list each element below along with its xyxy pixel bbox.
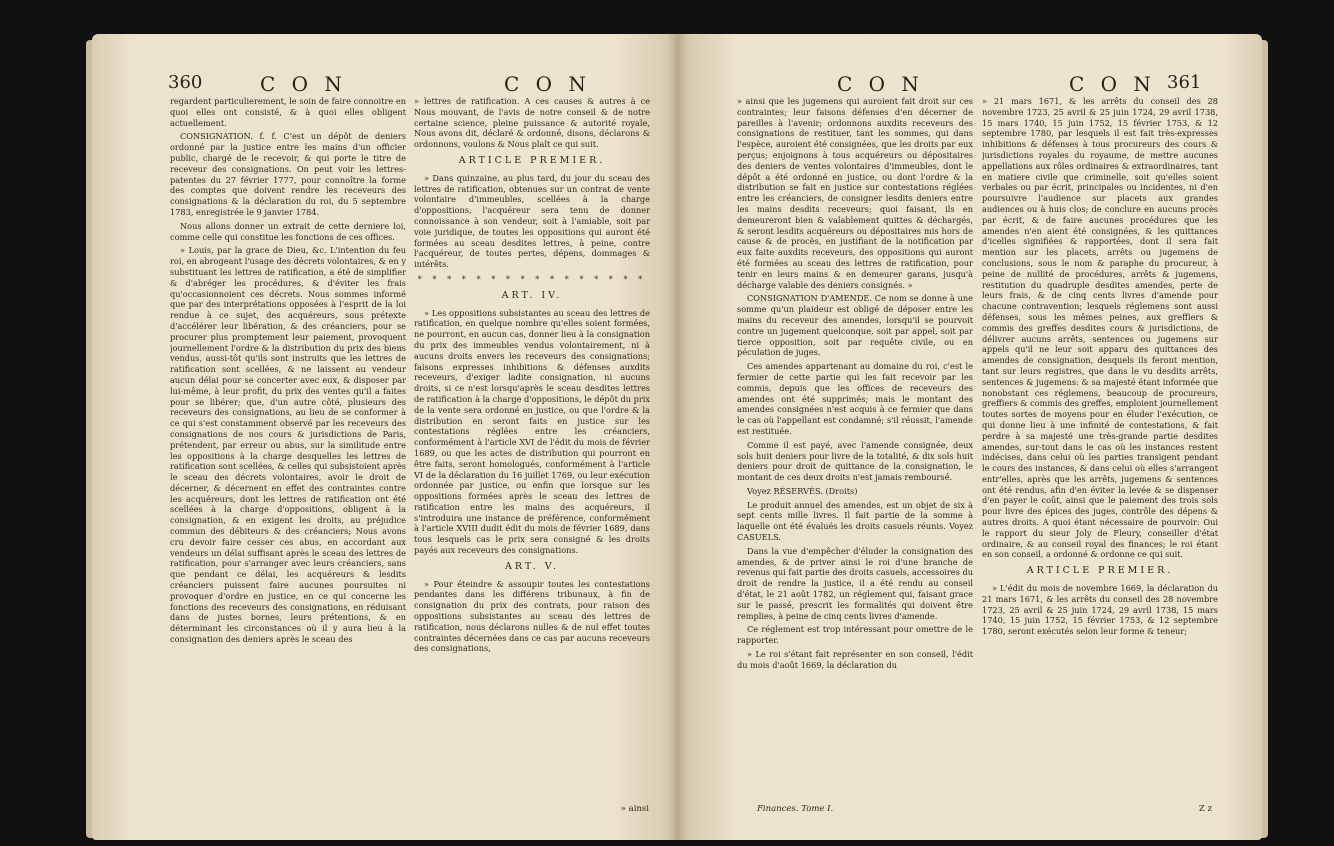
declaration-text: » Louis, par la grace de Dieu, &c. L'intention du feu roi, en abrogeant l'usage des décrets volontaires, & en y substituant les lettres de ratification, a été de simplifier & d'abréger les procédures, & d'éviter les frais qu'occasionnoient ces décrets. Nous sommes informé que par des interprétations opposées à l'esprit de la loi rendue à ce sujet, des acquéreurs, sous prétexte d'accélérer leur libération, & des créanciers, pour se procurer plus promptement leur paiement, provoquent journellement l'ordre & la distribution du prix des biens vendus, aussi-tôt qu'ils sont instruits que les lettres de ratification sont scellées, & ne laissent au vendeur aucun délai pour se concerter avec eux, & disposer par lui-même, à leur profit, du prix des ventes qu'il a faites pour se libérer; que, d'un autre côté, plusieurs des receveurs des consignations, au lieu de se conformer à ce qui s'est constamment observé par les receveurs des consignations de nos cours & jurisdictions de Paris, prétendent, par erreur ou abus, sur la similitude entre les oppositions à la charge desquelles les lettres de ratification sont scellées, & celles qui subsistoient après le sceau des décrets volontaires, avoir le droit de décerner, & décernent en effet des contraintes contre les acquéreurs, dont les lettres de ratification ont été scellées à la charge d'oppositions, obligent à la consignation, & en exigent les droits, au préjudice commun des débiteurs & des créanciers; Nous avons cru devoir faire cesser ces abus, en accordant aux vendeurs un délai suffisant après le sceau des lettres de ratification, pour s'arranger avec leurs créanciers, sans que pendant ce délai, les acquéreurs & lesdits créanciers puissent faire aucunes poursuites ni provoquer d'ordre en justice, en ce qui concerne les fonctions des receveurs des consignations, en réduisant dans de justes bornes, leurs prétentions, & en déterminant les circonstances où il y aura lieu à la consignation des deniers après le sceau des <box>170 245 406 645</box>
right-page <box>677 34 1262 840</box>
catchword: » ainsi <box>620 804 649 814</box>
article-text: » L'édit du mois de novembre 1669, la déclaration du 21 mars 1671, & les arrêts du conseil des 28 novembre 1723, 25 avril & 25 juin 1724, 29 avril 1738, 15 mars 1740, 15 juin 1752, 15 février 1753, & 12 septembre 1780, seront exécutés selon leur forme & teneur; <box>982 583 1218 637</box>
article-heading: ART. IV. <box>501 289 563 301</box>
paragraph: » 21 mars 1671, & les arrêts du conseil des 28 novembre 1723, 25 avril & 25 juin 1724, 29 avril 1738, 15 mars 1740, 15 juin 1752, 15 février 1753, & 12 septembre 1780, par lesquels il est fait très-expresses inhibitions & défenses à tous procureurs des cours & jurisdictions royales du royaume, de mettre aucunes appellations aux rôles ordinaires & extraordinaires, tant en matiere civile que criminelle, soit qu'elles soient verbales ou par écrit, principales ou incidentes, ni d'en poursuivre l'audience sur placets aux grandes audiences ou à huis clos; de conclure en aucuns procès par écrit, & de faire aucunes procédures que les amendes n'en aient été consignées, & les quittances d'icelles signifiées & rapportées, dont il sera fait mention sur les placets, arrêts ou jugemens de conclusions, sous le nom & paraphe du procureur, à peine de nullité de procédures, arrêts & jugemens, restitution du quadruple desdites amendes, perte de leurs frais, & de cinq cents livres d'amende pour chacune contravention; lesquels réglemens sont aussi défenses, sous les mêmes peines, aux greffiers & commis des greffes desdites cours & jurisdictions, de délivrer aucuns arrêts, sentences ou jugemens sur appels qu'il ne leur soit apparu des quittances des amendes de consignation, desquels ils feront mention, tant sur leurs registres, que dans le vu desdits arrêts, sentences & jugemens: & sa majesté étant informée que nonobstant ces réglemens, beaucoup de procureurs, greffiers & commis des greffes, emploient journellement toutes sortes de moyens pour en éluder l'exécution, ce qui donne lieu à une infinité de contestations, & fait perdre à sa majesté une très-grande partie desdites amendes, sur-tout dans le cas où les instances restent indécises, dans celui où les parties transigent pendant le cours des instances, & dans celui où elles s'arrangent entr'elles, après que les arrêts, jugemens & sentences ont été rendus, afin d'en éviter la levée & se dispenser d'en payer le coût, ainsi que le paiement des trois sols pour livre des épices des juges, contrôle des dépens & autres droits. A quoi étant nécessaire de pourvoir: Oui le rapport du sieur Joly de Fleury, conseiller d'état ordinaire, & au conseil royal des finances; le roi étant en son conseil, a ordonné & ordonne ce qui suit. <box>982 96 1218 560</box>
paragraph: regardent particulierement, le soin de faire connoitre en quoi elles ont consisté, & à quoi elles obligent actuellement. <box>170 96 406 128</box>
article-heading: ARTICLE PREMIER. <box>1026 565 1174 577</box>
ornament-stars: * * * * * * * * * * * * * * * * <box>417 273 647 284</box>
article-heading: ARTICLE PREMIER. <box>458 154 606 166</box>
page-number-right: 361 <box>1167 72 1202 93</box>
footer-volume: Finances. Tome I. <box>757 804 834 814</box>
entry-consignation: CONSIGNATION. f. f. C'est un dépôt de deniers ordonné par la justice entre les mains d'un officier public, chargé de le recevoir, & qui porte le titre de receveur des consignations. On peut voir les lettres-patentes du 27 février 1777, pour connoître la forme des comptes que doivent rendre les receveurs des consignations & la déclaration du roi, du 5 septembre 1783, enregistrée le 9 janvier 1784. <box>170 131 406 217</box>
left-column-1 <box>170 96 406 796</box>
voyez-reference: Voyez RÉSERVÉS. (Droits) <box>747 485 858 496</box>
article-text: » Pour éteindre & assoupir toutes les contestations pendantes dans les différens tribunaux, à fin de consignation du prix des contrats, pour raison des oppositions subsistantes au sceau des lettres de ratification, nous déclarons nulles & de nul effet toutes contraintes décernées dans ce cas par aucuns receveurs des consignations, <box>414 578 650 654</box>
paragraph: Le produit annuel des amendes, est un objet de six à sept cents mille livres. Il fait partie de la somme à laquelle ont été évalués les droits casuels réunis. Voyez CASUELS. <box>737 499 973 543</box>
paragraph: Ces amendes appartenant au domaine du roi, c'est le fermier de cette partie qui les fait recevoir par les commis, depuis que les offices de receveurs des amendes ont été supprimés; mais le montant des amendes consignées n'est acquis à ce fermier que dans le cas où l'appellant est condamné; s'il réussit, l'amende est restituée. <box>737 361 973 436</box>
left-column-2 <box>414 96 650 796</box>
running-head-right-b: C O N <box>1069 72 1156 96</box>
running-head-left-a: C O N <box>260 72 347 96</box>
right-column-2 <box>982 96 1218 796</box>
signature-mark: Z z <box>1198 804 1212 814</box>
paragraph: » Le roi s'étant fait représenter en son conseil, l'édit du mois d'août 1669, la déclaration du <box>737 649 973 670</box>
paragraph: Dans la vue d'empêcher d'éluder la consignation des amendes, & de priver ainsi le roi d'une branche de revenus qui fait partie des droits casuels, accessoires du droit de rendre la justice, il a été rendu au conseil d'état, le 21 août 1782, un réglement qui, faisant grace sur le passé, prescrit les formalités qui doivent être remplies, à peine de cinq cents livres d'amende. <box>737 545 973 621</box>
paragraph: Ce réglement est trop intéressant pour omettre de le rapporter. <box>737 624 973 646</box>
open-book <box>92 34 1262 840</box>
right-column-1 <box>737 96 973 796</box>
paragraph: Comme il est payé, avec l'amende consignée, deux sols huit deniers pour livre de la totalité, & dix sols huit deniers pour droit de quittance de la consignation, le montant de ces deux droits n'est jamais remboursé. <box>737 439 973 483</box>
entry-consignation-amende: CONSIGNATION D'AMENDE. Ce nom se donne à une somme qu'un plaideur est obligé de déposer entre les mains du receveur des amendes, lorsqu'il se pourvoit contre un jugement quelconque, soit par appel, soit par tierce opposition, soit par requête civile, ou en péculation de juges. <box>737 293 973 358</box>
paragraph: » ainsi que les jugemens qui auroient fait droit sur ces contraintes; leur faisons défenses d'en décerner de pareilles à l'avenir; ordonnons auxdits receveurs des consignations de restituer, tant les sommes, qui dans l'espèce, auroient été consignées, que les droits par eux perçus; enjoignons à tous acquéreurs ou dépositaires des deniers de ventes volontaires d'immeubles, dont le dépôt a été ordonné en justice, ou dont l'ordre & la distribution se fait en justice sur contestations réglées entre les créanciers, de consigner lesdits deniers entre les mains desdits receveurs; quoi faisant, ils en demeureront bien & valablement quittes & déchargés, & seront lesdits acquéreurs ou dépositaires mis hors de cause & de procès, en justifiant de la notification par eux faite auxdits receveurs, des oppositions qui auront été formées au sceau des lettres de ratification, pour tenir en leurs mains & en demeurer garans, jusqu'à décharge valable des deniers consignés. » <box>737 96 973 290</box>
paragraph: Nous allons donner un extrait de cette derniere loi, comme celle qui constitue les fonctions de ces offices. <box>170 220 406 242</box>
article-heading: ART. V. <box>504 560 560 572</box>
left-page <box>92 34 677 840</box>
page-number-left: 360 <box>168 72 203 93</box>
running-head-right-a: C O N <box>837 72 924 96</box>
paragraph: » lettres de ratification. A ces causes & autres à ce Nous mouvant, de l'avis de notre conseil & de notre certaine science, pleine puissance & autorité royale, Nous avons dit, déclaré & ordonné, disons, déclarons & ordonnons, voulons & Nous plaît ce qui suit. <box>414 96 650 150</box>
article-text: » Les oppositions subsistantes au sceau des lettres de ratification, en quelque nombre qu'elles soient formées, ne pourront, en aucun cas, donner lieu à la consignation du prix des immeubles vendus volontairement, ni à aucuns droits envers les receveurs des consignations; faisons expresses inhibitions & défenses auxdits receveurs, d'exiger ladite consignation, ni aucuns droits, si ce n'est lorsqu'après le sceau desdites lettres de ratification à la charge d'oppositions, le dépôt du prix de la vente sera ordonné en justice, ou que l'ordre & la distribution en seront faits en justice sur les contestations réglées entre les créanciers, conformément à l'article XVI de l'édit du mois de février 1689, ou que les actes de distribution qui pourront en être faits, seront homologués, conformément à l'article VI de la déclaration du 16 juillet 1769, ou leur exécution ordonnée par justice, ou enfin que lorsque sur les oppositions formées après le sceau des lettres de ratification entre les mains des acquéreurs, il s'introduira une instance de préférence, conformément à l'article XVIII dudit édit du mois de février 1689, dans tous lesquels cas le prix sera consigné & les droits payés aux receveurs des consignations. <box>414 307 650 556</box>
article-text: » Dans quinzaine, au plus tard, du jour du sceau des lettres de ratification, obtenues sur un contrat de vente volontaire d'immeubles, scellées à la charge d'oppositions, l'acquéreur sera tenu de donner connoissance à son vendeur, soit à l'amiable, soit par voie juridique, de toutes les oppositions qui auront été formées au sceau desdites lettres, à peine, contre l'acquéreur, de toutes pertes, dépens, dommages & intérêts. <box>414 172 650 270</box>
running-head-left-b: C O N <box>504 72 591 96</box>
